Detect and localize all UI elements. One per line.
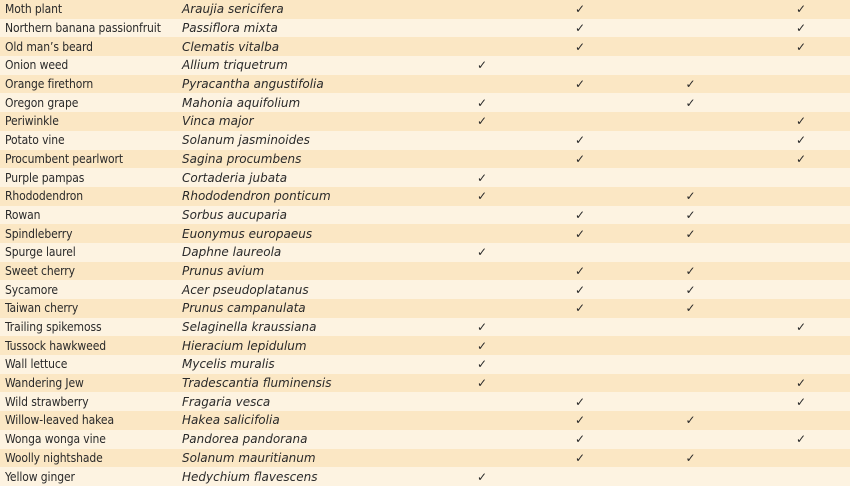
check-cell-4 [752, 243, 850, 262]
check-cell-1 [433, 374, 531, 393]
check-cell-3 [629, 224, 752, 243]
checkmark-icon: ✓ [685, 226, 696, 241]
check-cell-4 [752, 37, 850, 56]
common-name-cell: Spurge laurel [0, 243, 175, 262]
common-name-cell: Wild strawberry [0, 392, 175, 411]
check-cell-3 [629, 355, 752, 374]
check-cell-3 [629, 19, 752, 38]
check-cell-2 [531, 430, 629, 449]
check-cell-4 [752, 93, 850, 112]
scientific-name-cell: Tradescantia fluminensis [175, 374, 433, 393]
checkmark-icon: ✓ [574, 207, 586, 222]
scientific-name-cell: Prunus avium [175, 262, 433, 281]
common-name-cell: Taiwan cherry [0, 299, 175, 318]
check-cell-3 [629, 299, 752, 318]
check-cell-2 [531, 0, 629, 19]
checkmark-icon: ✓ [795, 21, 807, 36]
checkmark-icon: ✓ [795, 320, 807, 335]
check-cell-4 [752, 449, 850, 468]
checkmark-icon: ✓ [476, 189, 488, 204]
check-cell-1 [433, 131, 531, 150]
common-name-cell: Potato vine [0, 131, 175, 150]
common-name-cell: Tussock hawkweed [0, 336, 175, 355]
checkmark-icon: ✓ [795, 133, 807, 148]
check-cell-3 [629, 374, 752, 393]
check-cell-1 [433, 75, 531, 94]
checkmark-icon: ✓ [795, 2, 807, 17]
check-cell-4 [752, 112, 850, 131]
scientific-name-cell: Fragaria vesca [175, 392, 433, 411]
check-cell-4 [752, 0, 850, 19]
check-cell-2 [531, 168, 629, 187]
check-cell-4 [752, 56, 850, 75]
check-cell-2 [531, 243, 629, 262]
check-cell-1 [433, 206, 531, 225]
scientific-name-cell: Rhododendron ponticum [175, 187, 433, 206]
scientific-name-cell: Solanum mauritianum [175, 449, 433, 468]
check-cell-1 [433, 392, 531, 411]
check-cell-2 [531, 75, 629, 94]
checkmark-icon: ✓ [574, 133, 586, 148]
scientific-name-cell: Solanum jasminoides [175, 131, 433, 150]
check-cell-3 [629, 392, 752, 411]
check-cell-3 [629, 411, 752, 430]
check-cell-2 [531, 56, 629, 75]
check-cell-1 [433, 299, 531, 318]
checkmark-icon: ✓ [476, 58, 488, 73]
check-cell-1 [433, 56, 531, 75]
common-name-cell: Willow-leaved hakea [0, 411, 175, 430]
check-cell-1 [433, 37, 531, 56]
common-name-cell: Spindleberry [0, 224, 175, 243]
check-cell-1 [433, 262, 531, 281]
common-name-cell: Wall lettuce [0, 355, 175, 374]
checkmark-icon: ✓ [476, 376, 488, 391]
check-cell-4 [752, 430, 850, 449]
checkmark-icon: ✓ [476, 114, 488, 129]
check-cell-3 [629, 37, 752, 56]
scientific-name-cell: Sorbus aucuparia [175, 206, 433, 225]
check-cell-3 [629, 206, 752, 225]
scientific-name-cell: Hakea salicifolia [175, 411, 433, 430]
check-cell-4 [752, 262, 850, 281]
scientific-name-cell: Araujia sericifera [175, 0, 433, 19]
checkmark-icon: ✓ [574, 21, 586, 36]
scientific-name-cell: Clematis vitalba [175, 37, 433, 56]
check-cell-2 [531, 131, 629, 150]
check-cell-2 [531, 449, 629, 468]
check-cell-2 [531, 355, 629, 374]
check-cell-2 [531, 299, 629, 318]
checkmark-icon: ✓ [574, 301, 586, 316]
checkmark-icon: ✓ [574, 432, 586, 447]
common-name-cell: Moth plant [0, 0, 175, 19]
common-name-cell: Wandering Jew [0, 374, 175, 393]
check-cell-1 [433, 430, 531, 449]
check-cell-1 [433, 318, 531, 337]
common-name-cell: Oregon grape [0, 93, 175, 112]
check-cell-2 [531, 336, 629, 355]
checkmark-icon: ✓ [685, 301, 696, 316]
checkmark-icon: ✓ [685, 450, 696, 465]
checkmark-icon: ✓ [476, 469, 488, 484]
check-cell-1 [433, 243, 531, 262]
checkmark-icon: ✓ [685, 207, 696, 222]
check-cell-4 [752, 75, 850, 94]
scientific-name-cell: Prunus campanulata [175, 299, 433, 318]
check-cell-2 [531, 112, 629, 131]
check-cell-2 [531, 467, 629, 486]
common-name-cell: Wonga wonga vine [0, 430, 175, 449]
check-cell-3 [629, 467, 752, 486]
check-cell-1 [433, 355, 531, 374]
check-cell-2 [531, 374, 629, 393]
checkmark-icon: ✓ [574, 39, 586, 54]
common-name-cell: Onion weed [0, 56, 175, 75]
check-cell-4 [752, 280, 850, 299]
common-name-cell: Northern banana passionfruit [0, 19, 175, 38]
scientific-name-cell: Pandorea pandorana [175, 430, 433, 449]
checkmark-icon: ✓ [795, 376, 807, 391]
check-cell-3 [629, 243, 752, 262]
check-cell-4 [752, 374, 850, 393]
check-cell-4 [752, 392, 850, 411]
check-cell-3 [629, 168, 752, 187]
checkmark-icon: ✓ [574, 263, 586, 278]
checkmark-icon: ✓ [574, 413, 586, 428]
checkmark-icon: ✓ [685, 189, 696, 204]
check-cell-3 [629, 430, 752, 449]
check-cell-3 [629, 112, 752, 131]
scientific-name-cell: Allium triquetrum [175, 56, 433, 75]
check-cell-2 [531, 280, 629, 299]
common-name-cell: Orange firethorn [0, 75, 175, 94]
check-cell-1 [433, 150, 531, 169]
checkmark-icon: ✓ [574, 77, 586, 92]
common-name-cell: Periwinkle [0, 112, 175, 131]
common-name-cell: Rhododendron [0, 187, 175, 206]
check-cell-4 [752, 206, 850, 225]
checkmark-icon: ✓ [574, 2, 586, 17]
common-name-cell: Woolly nightshade [0, 449, 175, 468]
check-cell-4 [752, 131, 850, 150]
check-cell-2 [531, 262, 629, 281]
check-cell-1 [433, 411, 531, 430]
scientific-name-cell: Mahonia aquifolium [175, 93, 433, 112]
scientific-name-cell: Selaginella kraussiana [175, 318, 433, 337]
scientific-name-cell: Vinca major [175, 112, 433, 131]
check-cell-3 [629, 280, 752, 299]
checkmark-icon: ✓ [795, 432, 807, 447]
common-name-cell: Old man’s beard [0, 37, 175, 56]
check-cell-2 [531, 37, 629, 56]
check-cell-1 [433, 467, 531, 486]
checkmark-icon: ✓ [795, 114, 807, 129]
checkmark-icon: ✓ [795, 151, 807, 166]
check-cell-3 [629, 93, 752, 112]
scientific-name-cell: Pyracantha angustifolia [175, 75, 433, 94]
check-cell-4 [752, 411, 850, 430]
check-cell-1 [433, 112, 531, 131]
check-cell-3 [629, 318, 752, 337]
check-cell-3 [629, 336, 752, 355]
common-name-cell: Yellow ginger [0, 467, 175, 486]
check-cell-3 [629, 56, 752, 75]
common-name-cell: Trailing spikemoss [0, 318, 175, 337]
checkmark-icon: ✓ [476, 357, 488, 372]
check-cell-4 [752, 168, 850, 187]
checkmark-icon: ✓ [685, 77, 696, 92]
checkmark-icon: ✓ [685, 95, 696, 110]
common-name-cell: Sycamore [0, 280, 175, 299]
checkmark-icon: ✓ [476, 338, 488, 353]
check-cell-2 [531, 392, 629, 411]
check-cell-2 [531, 318, 629, 337]
check-cell-1 [433, 336, 531, 355]
scientific-name-cell: Mycelis muralis [175, 355, 433, 374]
checkmark-icon: ✓ [685, 282, 696, 297]
check-cell-4 [752, 318, 850, 337]
check-cell-1 [433, 0, 531, 19]
checkmark-icon: ✓ [574, 226, 586, 241]
check-cell-3 [629, 187, 752, 206]
check-cell-2 [531, 206, 629, 225]
checkmark-icon: ✓ [476, 170, 488, 185]
check-cell-2 [531, 150, 629, 169]
check-cell-2 [531, 411, 629, 430]
check-cell-1 [433, 224, 531, 243]
checkmark-icon: ✓ [795, 394, 807, 409]
checkmark-icon: ✓ [685, 263, 696, 278]
check-cell-4 [752, 224, 850, 243]
scientific-name-cell: Cortaderia jubata [175, 168, 433, 187]
checkmark-icon: ✓ [476, 95, 488, 110]
common-name-cell: Sweet cherry [0, 262, 175, 281]
check-cell-4 [752, 355, 850, 374]
scientific-name-cell: Passiflora mixta [175, 19, 433, 38]
scientific-name-cell: Acer pseudoplatanus [175, 280, 433, 299]
check-cell-1 [433, 168, 531, 187]
check-cell-4 [752, 336, 850, 355]
check-cell-1 [433, 19, 531, 38]
checkmark-icon: ✓ [574, 282, 586, 297]
check-cell-4 [752, 467, 850, 486]
check-cell-2 [531, 224, 629, 243]
check-cell-1 [433, 449, 531, 468]
check-cell-1 [433, 187, 531, 206]
checkmark-icon: ✓ [574, 151, 586, 166]
scientific-name-cell: Daphne laureola [175, 243, 433, 262]
check-cell-3 [629, 262, 752, 281]
check-cell-2 [531, 187, 629, 206]
check-cell-3 [629, 449, 752, 468]
check-cell-2 [531, 93, 629, 112]
scientific-name-cell: Hieracium lepidulum [175, 336, 433, 355]
check-cell-4 [752, 19, 850, 38]
common-name-cell: Procumbent pearlwort [0, 150, 175, 169]
check-cell-1 [433, 280, 531, 299]
checkmark-icon: ✓ [685, 413, 696, 428]
scientific-name-cell: Euonymus europaeus [175, 224, 433, 243]
check-cell-1 [433, 93, 531, 112]
scientific-name-cell: Hedychium flavescens [175, 467, 433, 486]
checkmark-icon: ✓ [574, 450, 586, 465]
check-cell-4 [752, 187, 850, 206]
check-cell-3 [629, 131, 752, 150]
checkmark-icon: ✓ [795, 39, 807, 54]
check-cell-4 [752, 299, 850, 318]
common-name-cell: Purple pampas [0, 168, 175, 187]
checkmark-icon: ✓ [476, 320, 488, 335]
checkmark-icon: ✓ [574, 394, 586, 409]
common-name-cell: Rowan [0, 206, 175, 225]
checkmark-icon: ✓ [476, 245, 488, 260]
scientific-name-cell: Sagina procumbens [175, 150, 433, 169]
check-cell-3 [629, 150, 752, 169]
check-cell-3 [629, 75, 752, 94]
check-cell-2 [531, 19, 629, 38]
check-cell-3 [629, 0, 752, 19]
check-cell-4 [752, 150, 850, 169]
